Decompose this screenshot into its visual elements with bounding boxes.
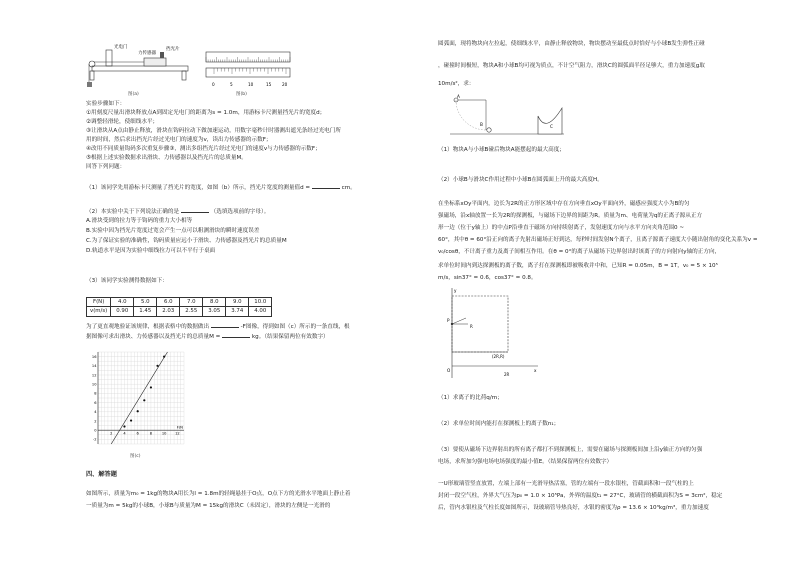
- table-cell: 9.0: [226, 298, 249, 307]
- data-point: [123, 425, 125, 427]
- ray-1: [452, 318, 466, 324]
- question-3-analysis: [86, 322, 350, 332]
- problem-1-cont-2: ，碰撞时间极短，物块A和小球B均可视为质点，不计空气阻力，滑块C的圆弧面半径足够大，重力加速度g取: [438, 63, 705, 69]
- y-tick-label: 4: [94, 410, 97, 415]
- question-3-text-d: kg。（结果保留两位有效数字）: [251, 334, 329, 340]
- figure-magnetic-field: [446, 286, 542, 382]
- y-tick-label: -2: [92, 437, 97, 442]
- label-slider: 力传感器: [138, 51, 156, 56]
- data-point: [130, 419, 132, 421]
- x-tick-label: 12: [175, 431, 180, 436]
- question-3-text-c: 据图像可求出滑块、力传感器以及挡光片的总质量M =: [86, 334, 221, 340]
- label-p: P: [447, 318, 450, 323]
- table-cell: 7.0: [180, 298, 203, 307]
- step-3-cont: 用的时间，然后求出挡光片经过光电门的速度为v，读出力传感器的示数F；: [86, 137, 272, 143]
- data-point: [143, 399, 145, 401]
- track-leg-right: [182, 71, 186, 80]
- label-r: R: [470, 324, 473, 329]
- table-header-velocity: v(m/s): [87, 307, 111, 316]
- ball-b: [487, 128, 491, 132]
- photogate: [106, 50, 112, 66]
- problem-1-cont-3: 10m/s²，求：: [438, 81, 475, 87]
- table-cell: 6.0: [157, 298, 180, 307]
- hook-weight: [87, 82, 92, 87]
- question-3: （3）该同学实验测得数据如下：: [86, 278, 168, 284]
- answer-blank-1[interactable]: [312, 183, 340, 189]
- question-1: [86, 183, 356, 193]
- vernier-scale: [206, 68, 290, 77]
- x-tick-label: 2: [110, 431, 113, 436]
- figure-b-vernier: [204, 48, 294, 92]
- table-cell: 10.0: [249, 298, 272, 307]
- table-cell: 5.0: [134, 298, 157, 307]
- answer-blank-3[interactable]: [211, 322, 239, 328]
- table-cell: 2.03: [157, 307, 180, 316]
- x-tick-label: 10: [161, 431, 167, 436]
- vernier-tick-0: 0: [212, 82, 215, 87]
- figure-a-apparatus: [86, 40, 196, 90]
- option-b: B.实验中因为挡光片宽度过宽会产生一点可以粗测滑块的瞬时速度误差: [86, 228, 260, 234]
- label-2r: 2R: [504, 372, 510, 377]
- problem-2-question-2: （2）求单位时间内能打在探测板上的离子数n₁；: [438, 421, 560, 427]
- label-a: A: [457, 94, 460, 99]
- data-point: [137, 410, 139, 412]
- question-2-text: （2）本实验中关于下列说法正确的是: [86, 209, 180, 215]
- data-point: [156, 365, 158, 367]
- problem-2-line-3: 形一边（位于y轴上）的中点P沿垂直于磁场方向持续射离子，发射速度方向与水平方向夹角范围0 ~: [438, 225, 685, 231]
- shading-plate: [160, 52, 164, 58]
- slider-block: [144, 58, 166, 66]
- track-leg-left: [90, 71, 94, 80]
- option-c: C.为了保证实验的准确性，钩码质量应远小于滑块、力传感器及挡光片的总质量M: [86, 238, 287, 244]
- figure-c-chart: [86, 348, 196, 456]
- step-3: ③让滑块从A点由静止释放，滑块在钩码拉动下做加速运动，用数字毫秒计时器测出遮光条经过光电门所: [86, 128, 341, 134]
- table-cell: 1.45: [134, 307, 157, 316]
- table-cell: 3.05: [203, 307, 226, 316]
- x-axis-label: x: [534, 368, 537, 373]
- step-4: ④改用不同质量钩码多次重复步骤③，测出多组挡光片经过光电门的速度v与力传感器的示数F；: [86, 146, 321, 152]
- vernier-tick-15: 15: [266, 82, 272, 87]
- problem-1-cont-1: 圆弧面，现将物块向左拉起，使细线水平，由静止释放物块，物块摆动至最低点时恰好与小球B发生弹性正碰: [438, 41, 705, 47]
- table-cell: 8.0: [203, 298, 226, 307]
- y-tick-label: 2: [94, 419, 97, 424]
- origin-label: O: [447, 368, 451, 373]
- steps-title: 实验步骤如下：: [86, 101, 126, 107]
- question-2: [86, 207, 269, 217]
- right-column: [432, 0, 794, 562]
- answer-blank-4[interactable]: [222, 332, 250, 338]
- question-1-text: （1）该同学先用游标卡尺测量了挡光片的宽度，如图（b）所示，挡光片宽度的测量值d =: [86, 185, 311, 191]
- table-header-force: F(N): [87, 298, 111, 307]
- section-heading: 四、解答题: [86, 471, 117, 478]
- problem-1-question-2: （2）小球B与滑块C作用过程中小球B在圆弧面上升的最大高度H。: [438, 177, 603, 183]
- label-c: C: [550, 124, 553, 129]
- y-tick-label: 12: [91, 373, 97, 378]
- problem-3-line-2: 封闭一段空气柱，外界大气压为p₀ = 1.0 × 10⁵Pa，外界的温度t₁ = 27°C，玻璃管的横截面积为S = 3cm²，稳定: [438, 493, 723, 499]
- table-row-force: [87, 298, 272, 307]
- option-d: D.轨道水平是因为实验中细线拉力可以不平行于桌面: [86, 248, 216, 254]
- label-b: B: [480, 122, 483, 127]
- track: [92, 66, 188, 71]
- table-cell: 4.0: [111, 298, 134, 307]
- y-axis-label: y: [454, 288, 457, 293]
- label-shade: 挡光片: [166, 47, 180, 52]
- step-5: ⑤根据上述实验数据求出滑块、力传感器以及挡光片的总质量M。: [86, 155, 247, 161]
- step-2: ②调整轻滑轮，使细线水平；: [86, 119, 159, 125]
- y-tick-label: 8: [94, 391, 97, 396]
- figure-a-caption: 图(a): [128, 92, 139, 97]
- problem-2-line-2: 强磁场，沿x轴放置一长为2R的探测板，与磁场下边界的间距为R。质量为m、电荷量为q的正离子源从正方: [438, 213, 703, 219]
- table-cell: 2.55: [180, 307, 203, 316]
- data-point: [163, 356, 165, 358]
- problem-2-line-6: 求单位时间内到达探测板的离子数，离子打在探测板即被吸收并中和，已知R = 0.05m，B = 1T，v₀ = 5 × 10⁵: [438, 263, 718, 269]
- problem-2-question-3-a: （3）要使从磁场下边界射出的所有离子都打不到探测板上，需要在磁场与探测板间加上沿y轴正方向的匀强: [438, 447, 703, 453]
- vernier-tick-20: 20: [282, 82, 288, 87]
- problem-2-line-1: 在坐标系xOy平面内，边长为2R的正方形区域中存在方向垂直xOy平面向外，磁感应强度大小为B的匀: [438, 201, 690, 207]
- label-corner: (2R,R): [492, 354, 505, 359]
- table-cell: 3.74: [226, 307, 249, 316]
- data-point: [150, 386, 152, 388]
- x-tick-label: 8: [149, 431, 153, 436]
- question-3-mass: [86, 332, 329, 342]
- question-3-text-a: 为了更直观地验证该规律，根据表格中的数据做出: [86, 324, 210, 330]
- problem-2-question-3-b: 电场，求所加匀强电场电场强度的最小值E。（结果保留两位有效数字）: [438, 459, 613, 465]
- y-tick-label: 16: [91, 354, 97, 359]
- question-2-hint: （选填选项前的字母）。: [210, 209, 270, 215]
- y-tick-label: 10: [91, 382, 97, 387]
- figure-c-caption: 图(c): [130, 454, 141, 459]
- y-tick-label: 6: [94, 400, 97, 405]
- question-3-text-b: -F图像，得到如图（c）所示的一条直线，根: [240, 324, 350, 330]
- problem-2-line-4: 60°，其中θ = 60°沿正向的离子先射出磁场正好到达，每秒时间发射N个离子，且离子源离子速度大小随出射角的变化关系为v =: [438, 237, 758, 243]
- option-a: A.滑块受到的拉力等于钩码的重力大小相等: [86, 218, 193, 224]
- problem-3-line-3: 后，管内水银柱及气柱长度如图所示，设玻璃管导热良好，水银的密度为ρ = 13.6 × 10³kg/m³，重力加速度: [438, 505, 709, 511]
- step-1: ①用刻度尺量出滑块释放点A到固定光电门的距离为s = 1.0m，用游标卡尺测量挡光片的宽度d；: [86, 110, 326, 116]
- table-cell: 0.90: [111, 307, 134, 316]
- data-table: [86, 297, 272, 317]
- answer-prompt: 回答下列问题：: [86, 164, 126, 170]
- y-tick-label: 0: [94, 428, 97, 433]
- figure-b-caption: 图(b): [236, 92, 247, 97]
- label-gate: 光电门: [114, 45, 128, 50]
- x-axis-label: F/N: [176, 424, 183, 430]
- y-tick-label: 14: [91, 364, 97, 369]
- answer-blank-2[interactable]: [181, 207, 209, 213]
- problem-2-line-7: m/s，sin37° = 0.6，cos37° = 0.8。: [438, 275, 537, 281]
- problem-2-question-1: （1）求离子的比荷q/m；: [438, 395, 503, 401]
- vernier-tick-5: 5: [230, 82, 233, 87]
- slide-c: [538, 108, 562, 134]
- table-cell: 4.00: [249, 307, 272, 316]
- x-tick-label: 6: [136, 431, 139, 436]
- table-row-velocity: [87, 307, 272, 316]
- problem-2-line-5: v₀/cosθ，不计离子重力及离子间相互作用。在θ = 0°的离子从磁场下边界射出时该离子的方向射向y轴的正方向，: [438, 249, 721, 255]
- problem-3-line-1: 一U形玻璃管竖直放置，左端上部有一光滑导热活塞，管的左端有一段水银柱，管截面积和一段气柱的上: [438, 481, 694, 487]
- problem-1-line-1: 如图所示，质量为m₀ = 1kg的物块A用长为l = 1.8m的轻绳悬挂于O点，O点下方的光滑水平地面上静止着: [86, 491, 351, 497]
- question-1-unit: cm。: [341, 185, 356, 191]
- vernier-tick-10: 10: [248, 82, 254, 87]
- figure-pendulum: [446, 94, 566, 140]
- problem-1-question-1: （1）物块A与小球B碰后物块A能摆起的最大高度；: [438, 147, 565, 153]
- x-tick-label: 4: [123, 431, 126, 436]
- problem-1-line-2: 一质量为m = 5kg的小球B，小球B与质量为M = 15kg的滑块C（未固定），滑块的左侧是一光滑的: [86, 503, 331, 509]
